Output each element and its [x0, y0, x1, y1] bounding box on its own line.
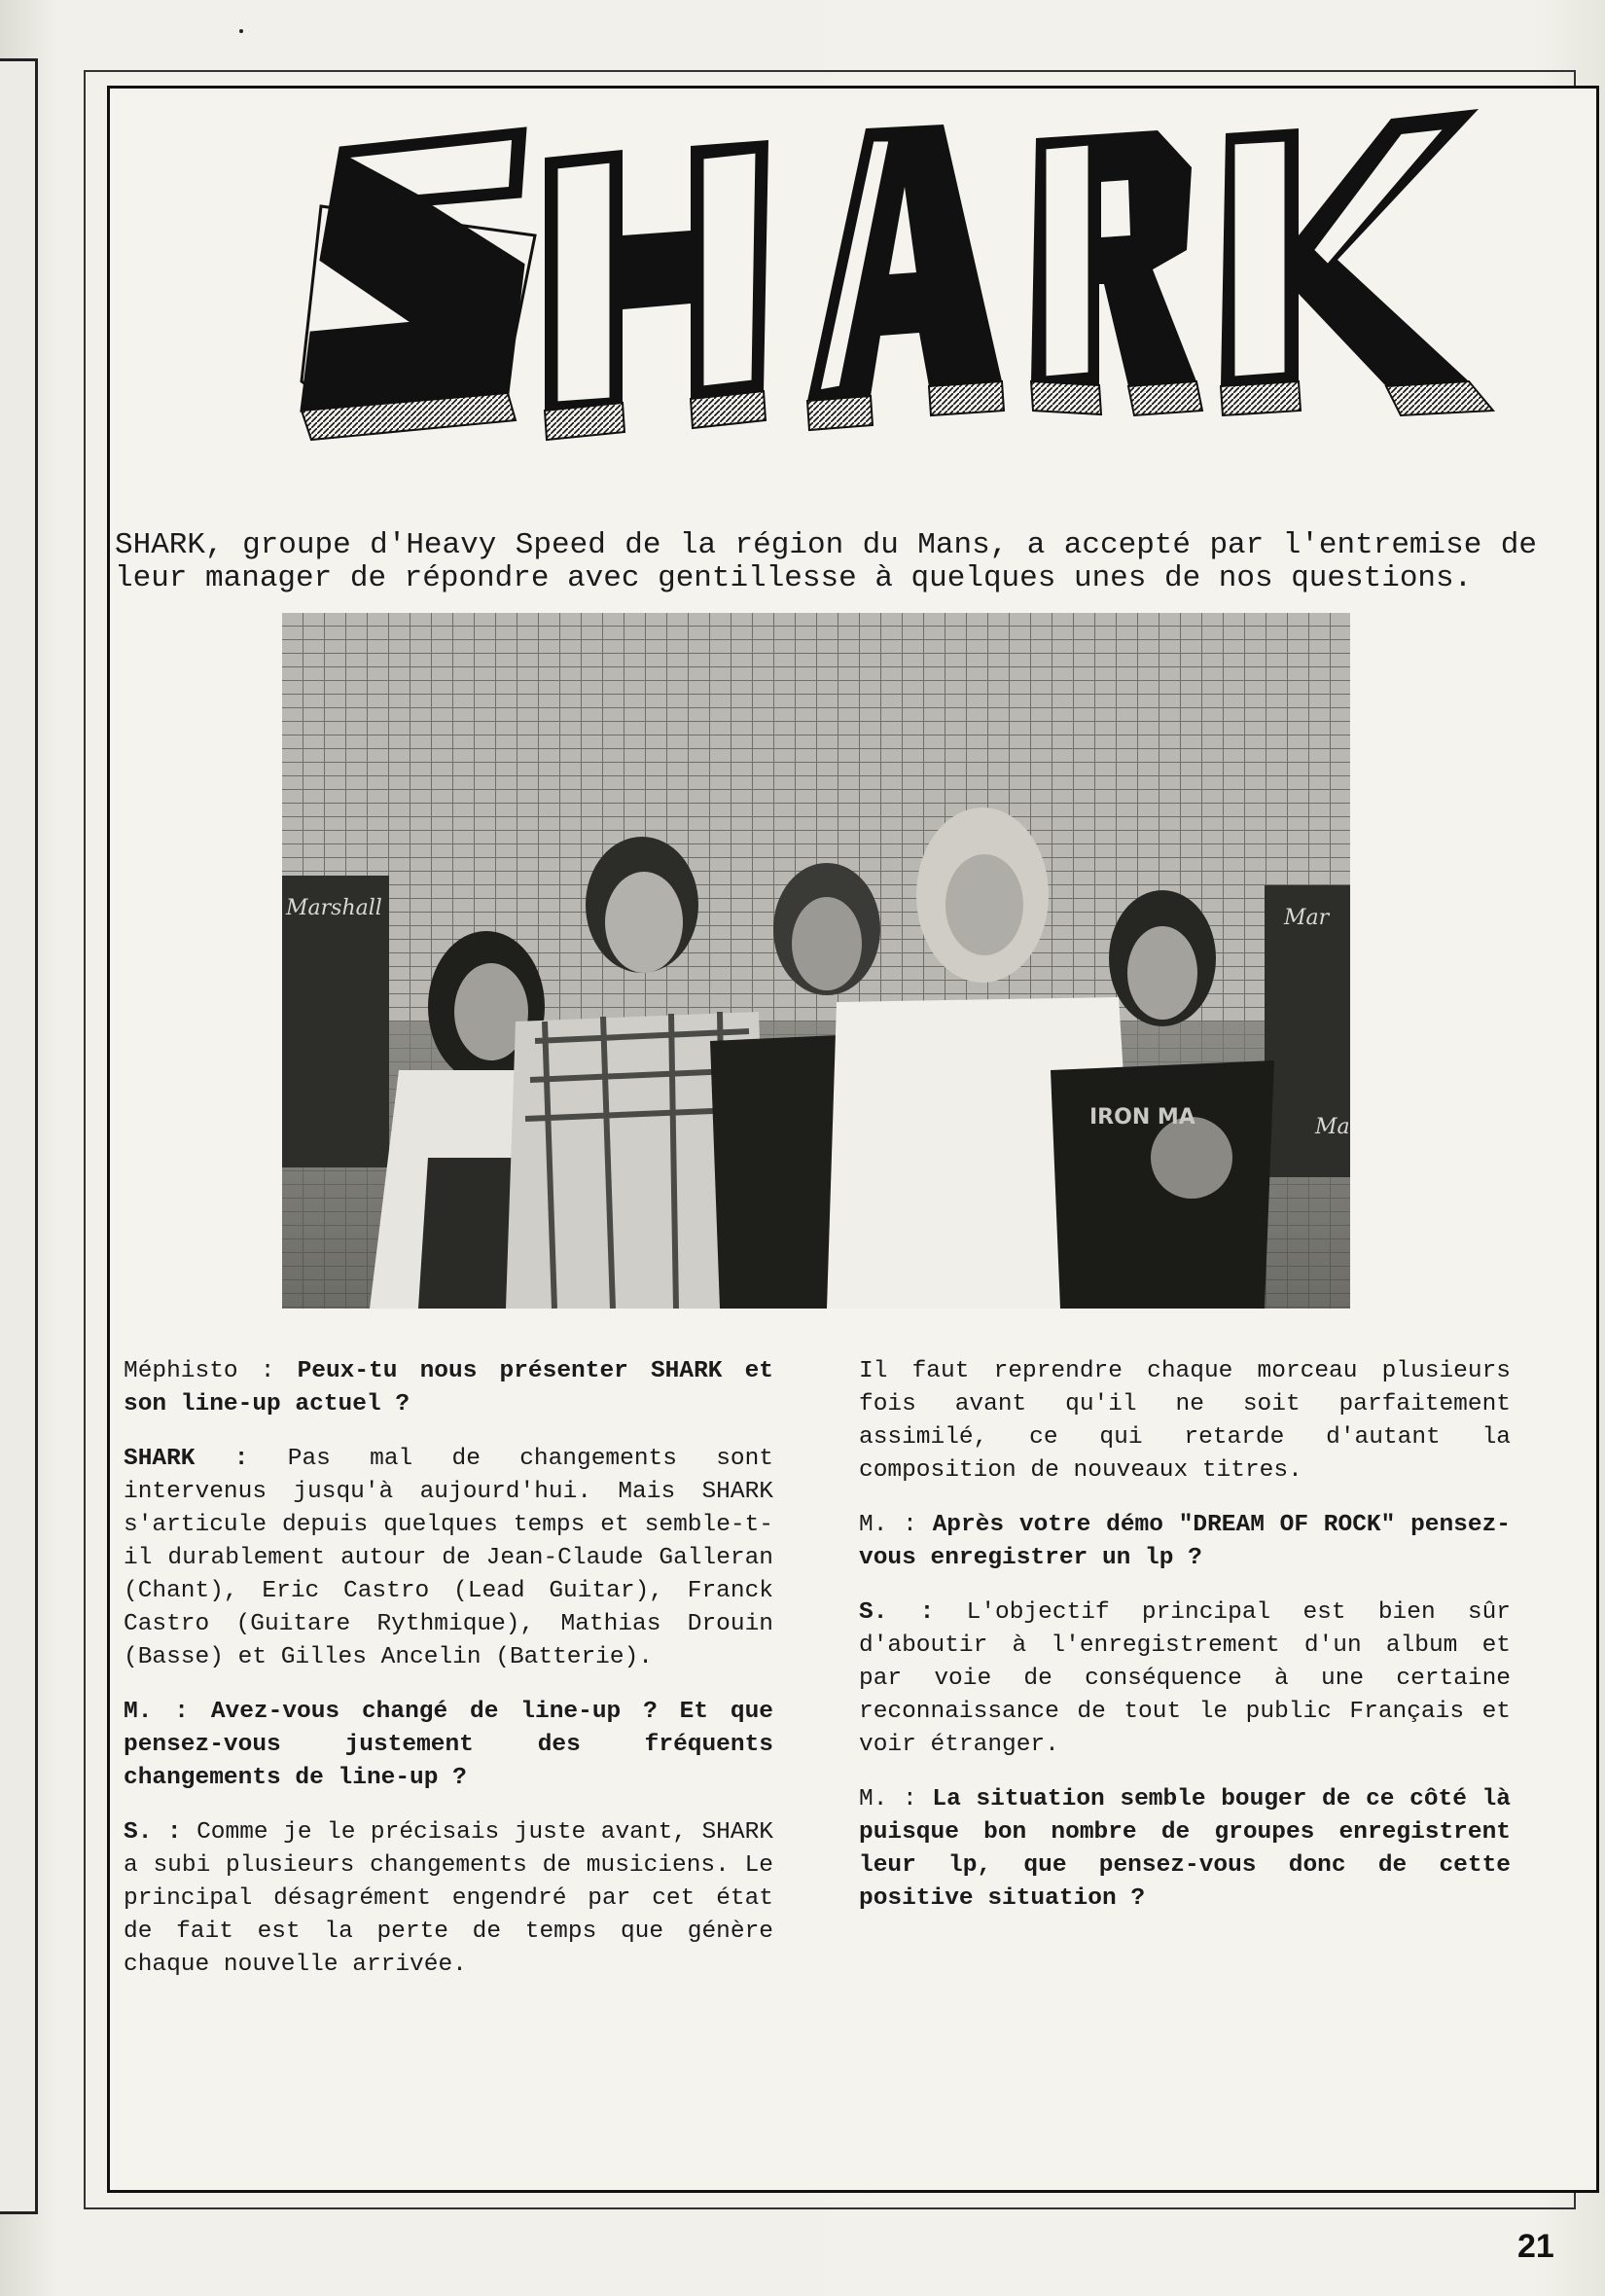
amp-right-lower-logo: Ma — [1315, 1115, 1350, 1139]
interview-column-left — [124, 1355, 773, 2003]
question-text: Après votre démo "DREAM OF ROCK" pensez-vous enregistrer un lp ? — [859, 1512, 1511, 1571]
interview-question — [859, 1509, 1511, 1575]
answer-text: L'objectif principal est bien sûr d'aboutir à l'enregistrement d'un album et par voie de conséquence à une certaine reconnaissance de tout le public Français et voir étranger. — [859, 1599, 1512, 1758]
speaker-label: S. : — [124, 1819, 197, 1846]
interview-answer — [124, 1443, 773, 1674]
band-photo — [282, 613, 1350, 1309]
speaker-label: M. : — [124, 1699, 211, 1725]
question-text: Avez-vous changé de line-up ? Et que pensez-vous justement des fréquents changements de line-up ? — [124, 1699, 773, 1791]
answer-text: Pas mal de changements sont intervenus jusqu'à aujourd'hui. Mais SHARK s'articule depuis quelques temps et semble-t-il durablement autour de Jean-Claude Galleran (Chant), Eric Castro (Lead Guitar), Franck Castro (Guitare Rythmique), Mathias Drouin (Basse) et Gilles Ancelin (Batterie). — [124, 1446, 774, 1670]
interview-answer — [124, 1816, 773, 1982]
interview-question — [124, 1355, 773, 1421]
intro-paragraph: SHARK, groupe d'Heavy Speed de la région du Mans, a accepté par l'entremise de leur manager de répondre avec gentillesse à quelques unes de nos questions. — [115, 528, 1537, 595]
answer-text: Comme je le précisais juste avant, SHARK a subi plusieurs changements de musiciens. Le principal désagrément engendré par cet état de fait est la perte de temps que génère chaque nouvelle arrivée. — [124, 1819, 773, 1978]
stray-mark — [239, 29, 243, 33]
speaker-label: Méphisto : — [124, 1358, 298, 1384]
interview-answer — [859, 1355, 1511, 1488]
amp-left-logo: Marshall — [286, 896, 382, 920]
speaker-label: S. : — [859, 1599, 967, 1626]
interview-question — [859, 1783, 1511, 1916]
question-text: La situation semble bouger de ce côté là puisque bon nombre de groupes enregistrent leur lp, que pensez-vous donc de cette positive situation ? — [859, 1786, 1511, 1912]
shark-logo-graphic — [282, 90, 1498, 459]
facing-page-edge — [0, 58, 38, 2214]
interview-column-right — [859, 1355, 1511, 1937]
speaker-label: SHARK : — [124, 1446, 288, 1472]
amp-right-logo: Mar — [1284, 906, 1330, 930]
speaker-label: M. : — [859, 1512, 933, 1538]
tshirt-print: IRON MA — [1089, 1105, 1195, 1130]
shark-logo — [282, 90, 1498, 459]
interview-question — [124, 1696, 773, 1795]
page-number: 21 — [1517, 2228, 1554, 2265]
question-text: Peux-tu nous présenter SHARK et son line-up actuel ? — [124, 1358, 773, 1417]
band-photo-graphic — [282, 613, 1350, 1309]
answer-text: Il faut reprendre chaque morceau plusieurs fois avant qu'il ne soit parfaitement assimilé, ce qui retarde d'autant la composition de nouveaux titres. — [859, 1358, 1511, 1484]
interview-answer — [859, 1596, 1511, 1762]
speaker-label: M. : — [859, 1786, 933, 1812]
